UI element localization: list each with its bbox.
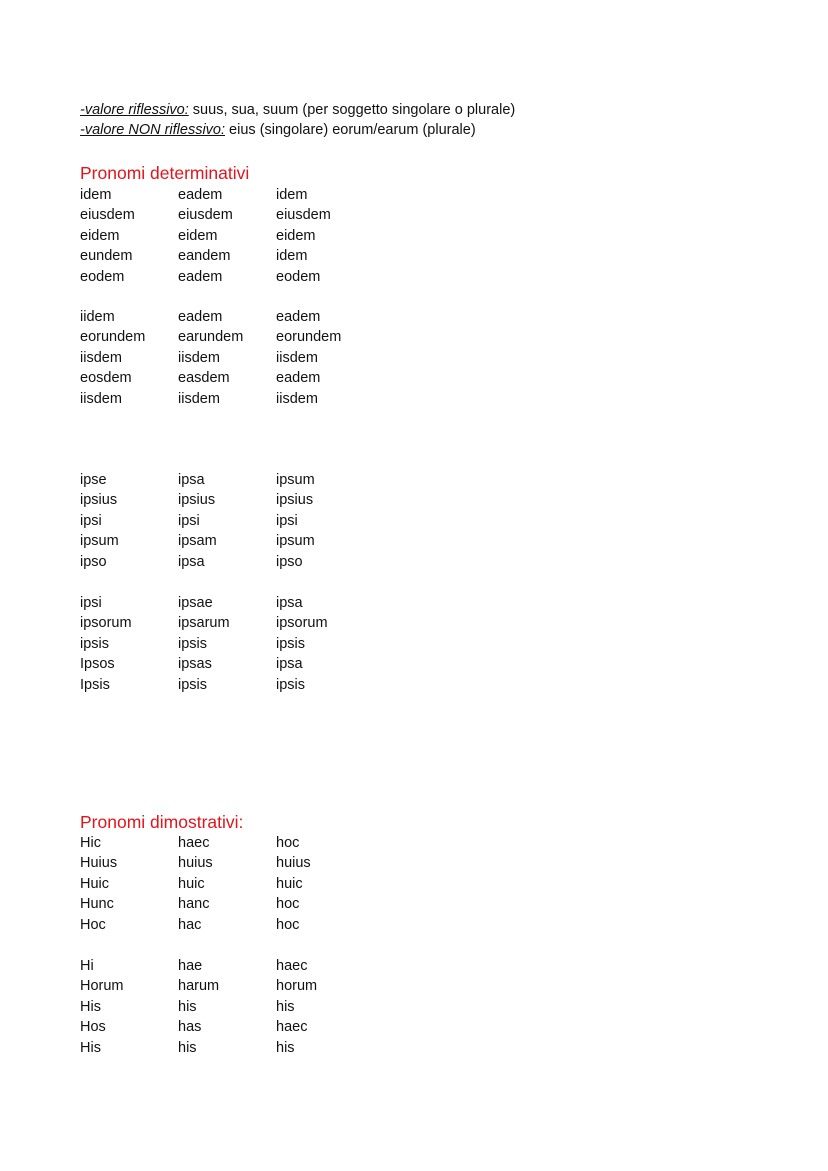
declension-cell: eosdem [80, 370, 132, 387]
declension-cell: hac [178, 916, 202, 933]
note-label: -valore riflessivo: [80, 102, 189, 118]
declension-cell: ipsis [178, 676, 208, 693]
declension-cell: ipsi [80, 512, 102, 529]
declension-cell: eiusdem [276, 207, 331, 224]
declension-cell: ipsis [276, 635, 306, 652]
declension-cell: Hoc [80, 916, 106, 933]
declension-cell: ipsa [178, 472, 205, 488]
declension-cell: hoc [276, 916, 300, 933]
declension-cell: ipsorum [276, 615, 328, 632]
declension-cell: eadem [276, 309, 321, 325]
declension-cell: easdem [178, 370, 230, 387]
declension-cell: ipsius [80, 492, 118, 509]
declension-cell: hanc [178, 896, 210, 913]
declension-cell: haec [178, 835, 210, 851]
declension-cell: ipsam [178, 533, 217, 550]
declension-cell: eiusdem [80, 207, 135, 224]
declension-cell: iidem [80, 309, 115, 325]
declension-cell: eodem [276, 268, 321, 285]
declension-cell: eorundem [80, 329, 146, 346]
declension-cell: idem [80, 187, 112, 203]
declension-cell: huic [276, 875, 303, 892]
declension-cell: eiusdem [178, 207, 233, 224]
declension-cell: earundem [178, 329, 244, 346]
declension-cell: his [276, 1039, 295, 1056]
declension-cell: iisdem [276, 390, 318, 407]
declension-cell: ipsum [276, 533, 315, 550]
declension-cell: eundem [80, 248, 133, 265]
section-heading-determinativi: Pronomi determinativi [80, 163, 250, 183]
note-text: suus, sua, suum (per soggetto singolare o plurale) [188, 102, 516, 118]
declension-cell: his [276, 998, 295, 1015]
declension-cell: huius [276, 855, 311, 872]
declension-cell: Huic [80, 875, 110, 892]
declension-cell: idem [276, 248, 308, 265]
declension-cell: has [178, 1019, 202, 1036]
declension-cell: Huius [80, 855, 118, 872]
declension-cell: eidem [178, 227, 218, 244]
declension-cell: eidem [80, 227, 120, 244]
declension-cell: eidem [276, 227, 316, 244]
declension-cell: ipsum [276, 472, 315, 488]
declension-cell: iisdem [80, 390, 122, 407]
declension-cell: eadem [178, 268, 223, 285]
declension-cell: haec [276, 958, 308, 974]
declension-cell: Ipsis [80, 676, 110, 693]
declension-cell: ipsi [178, 512, 200, 529]
declension-cell: horum [276, 978, 318, 995]
note-label: -valore NON riflessivo: [80, 122, 226, 138]
declension-cell: His [80, 998, 101, 1015]
declension-cell: eodem [80, 268, 125, 285]
declension-cell: ipsi [80, 595, 102, 611]
declension-cell: ipsarum [178, 615, 230, 632]
declension-cell: idem [276, 187, 308, 203]
declension-cell: iisdem [178, 349, 220, 366]
declension-cell: ipso [80, 553, 107, 570]
declension-cell: Hi [80, 958, 94, 974]
declension-cell: ipsae [178, 595, 213, 611]
declension-cell: eorundem [276, 329, 342, 346]
declension-cell: hoc [276, 896, 300, 913]
note-text: eius (singolare) eorum/earum (plurale) [225, 122, 476, 138]
declension-cell: His [80, 1039, 101, 1056]
declension-cell: ipsa [276, 656, 303, 673]
declension-cell: Hunc [80, 896, 114, 913]
declension-cell: hae [178, 958, 203, 974]
declension-cell: eandem [178, 248, 231, 265]
section-heading-dimostrativi: Pronomi dimostrativi: [80, 812, 244, 832]
declension-cell: eadem [178, 309, 223, 325]
declension-cell: ipso [276, 553, 303, 570]
declension-cell: ipsis [80, 635, 110, 652]
declension-cell: ipsi [276, 512, 298, 529]
declension-cell: huius [178, 855, 213, 872]
declension-cell: Ipsos [80, 656, 115, 673]
declension-cell: hoc [276, 835, 300, 851]
note-non-reflexive [80, 120, 476, 140]
declension-cell: ipse [80, 472, 107, 488]
declension-cell: ipsum [80, 533, 119, 550]
declension-cell: haec [276, 1019, 308, 1036]
declension-cell: iisdem [80, 349, 122, 366]
declension-cell: huic [178, 875, 205, 892]
declension-cell: ipsa [276, 595, 303, 611]
declension-cell: ipsorum [80, 615, 132, 632]
note-reflexive [80, 100, 515, 120]
declension-cell: ipsa [178, 553, 205, 570]
declension-cell: ipsis [178, 635, 208, 652]
declension-cell: ipsas [178, 656, 212, 673]
declension-cell: Hic [80, 835, 101, 851]
declension-cell: iisdem [178, 390, 220, 407]
declension-cell: ipsius [178, 492, 216, 509]
declension-cell: his [178, 998, 197, 1015]
declension-cell: Horum [80, 978, 124, 995]
declension-cell: eadem [178, 187, 223, 203]
declension-cell: ipsius [276, 492, 314, 509]
declension-cell: eadem [276, 370, 321, 387]
declension-cell: ipsis [276, 676, 306, 693]
declension-cell: iisdem [276, 349, 318, 366]
declension-cell: Hos [80, 1019, 106, 1036]
declension-cell: harum [178, 978, 220, 995]
declension-cell: his [178, 1039, 197, 1056]
